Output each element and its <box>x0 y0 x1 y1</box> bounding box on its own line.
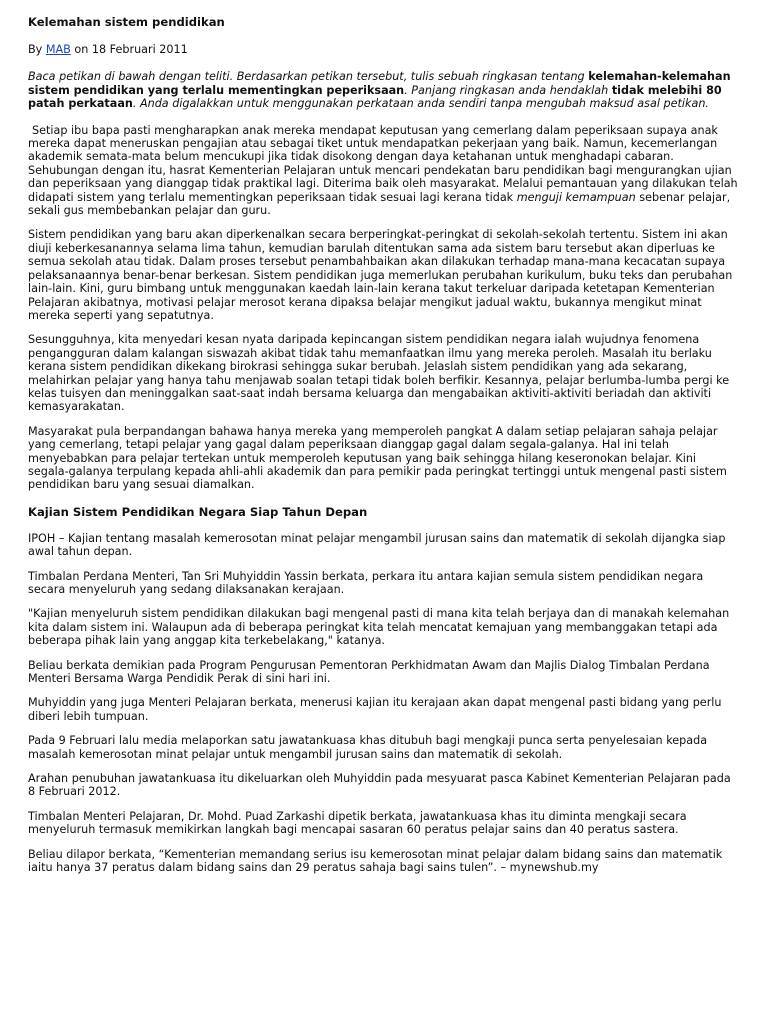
news-paragraph: Muhyiddin yang juga Menteri Pelajaran berkata, menerusi kajian itu kerajaan akan dapat mengenal pasti bidang yang perlu diberi lebih tumpuan. <box>28 696 722 723</box>
news-paragraph: Timbalan Perdana Menteri, Tan Sri Muhyiddin Yassin berkata, perkara itu antara kajian semula sistem pendidikan negara secara menyeluruh yang sedang dilaksanakan kerajaan. <box>28 569 704 596</box>
intro-bold-limit: tidak melebihi 80 patah perkataan <box>28 83 722 111</box>
news-paragraph: Pada 9 Februari lalu media melaporkan satu jawatankuasa khas ditubuh bagi mengkaji punca serta penyelesaian kepada masalah kemerosotan minat pelajar untuk mengambil jurusan sains dan matematik di sekolah. <box>28 734 708 761</box>
intro-text-1: Baca petikan di bawah dengan teliti. Berdasarkan petikan tersebut, tulis sebuah ringkasan tentang <box>28 70 589 84</box>
intro-text-3: . Anda digalakkan untuk menggunakan perkataan anda sendiri tanpa mengubah maksud asal petikan. <box>132 97 709 111</box>
article-paragraph-1 <box>28 124 738 218</box>
article-paragraph-4: Masyarakat pula berpandangan bahawa hanya mereka yang memperoleh pangkat A dalam setiap pelajaran sahaja pelajar yang cemerlang, tetapi pelajar yang gagal dalam peperiksaan dianggap gagal dalam segala-galanya. Hal ini telah menyebabkan para pelajar tertekan untuk memperoleh keputusan yang baik sehingga hilang keseronokan belajar. Kini segala-galanya terpulang kepada ahli-ahli akademik dan para pemikir pada peringkat tertinggi untuk mengenal pasti sistem pendidikan baru yang sesuai diamalkan. <box>28 424 727 492</box>
byline-date: on 18 Februari 2011 <box>70 43 188 56</box>
intro-bold-topic: kelemahan-kelemahan sistem pendidikan yang terlalu mementingkan peperiksaan <box>28 70 731 97</box>
news-paragraph: Beliau dilapor berkata, “Kementerian memandang serius isu kemerosotan minat pelajar dalam bidang sains dan matematik iaitu hanya 37 peratus dalam bidang sains dan 29 peratus sahaja bagi sains tulen”. – mynewshub.my <box>28 847 723 875</box>
byline-prefix: By <box>28 43 46 56</box>
article-paragraph-3: Sesungguhnya, kita menyedari kesan nyata daripada kepincangan sistem pendidikan negara ialah wujudnya fenomena pengangguran dalam kalangan siswazah akibat tidak tahu memanfaatkan ilmu yang mereka peroleh. Masalah itu berlaku kerana sistem pendidikan dikekang birokrasi sehingga sukar berubah. Jelaslah sistem pendidikan yang ada sekarang, melahirkan pelajar yang hanya tahu menjawab soalan tetapi tidak boleh berfikir. Kesannya, pelajar berlumba-lumba pergi ke kelas tuisyen dan meninggalkan saat-saat indah bersama keluarga dan mengabaikan aktiviti-aktiviti beriadah dan aktiviti kemasyarakatan. <box>28 333 730 414</box>
article-title: Kelemahan sistem pendidikan <box>28 15 225 29</box>
news-heading: Kajian Sistem Pendidikan Negara Siap Tahun Depan <box>28 504 368 519</box>
instructions-paragraph <box>28 70 738 110</box>
intro-text-2: . Panjang ringkasan anda hendaklah <box>404 83 612 97</box>
news-paragraph: Arahan penubuhan jawatankuasa itu dikeluarkan oleh Muhyiddin pada mesyuarat pasca Kabinet Kementerian Pelajaran pada 8 Februari 2012. <box>28 772 731 799</box>
article-paragraph-2: Sistem pendidikan yang baru akan diperkenalkan secara berperingkat-peringkat di sekolah-sekolah tertentu. Sistem ini akan diuji keberkesanannya selama lima tahun, kemudian barulah ditentukan sama ada sistem baru tersebut akan diperluas ke semua sekolah atau tidak. Dalam proses tersebut penambahbaikan akan dilakukan terhadap mana-mana kecacatan supaya pelaksanaannya benar-benar berkesan. Sistem pendidikan juga memerlukan perubahan kurikulum, buku teks dan perubahan lain-lain. Kini, guru bimbang untuk menggunakan kaedah lain-lain kerana takut terkeluar daripada ketetapan Kementerian Pelajaran akibatnya, motivasi pelajar merosot kerana dipaksa belajar mengikut jadual waktu, bukannya mengikut minat mereka seperti yang sepatutnya. <box>28 228 733 322</box>
byline <box>28 43 738 56</box>
news-paragraph: Timbalan Menteri Pelajaran, Dr. Mohd. Puad Zarkashi dipetik berkata, jawatankuasa khas itu diminta mengkaji secara menyeluruh termasuk memikirkan langkah bagi mencapai sasaran 60 peratus pelajar sains dan 40 peratus sastera. <box>28 809 687 837</box>
news-paragraph: IPOH – Kajian tentang masalah kemerosotan minat pelajar mengambil jurusan sains dan matematik di sekolah dijangka siap awal tahun depan. <box>28 531 726 559</box>
paragraph-1-italic: menguji kemampuan <box>516 190 636 204</box>
news-paragraph: Beliau berkata demikian pada Program Pengurusan Pementoran Perkhidmatan Awam dan Majlis Dialog Timbalan Perdana Menteri Bersama Warga Pendidik Perak di sini hari ini. <box>28 658 710 686</box>
paragraph-1-end: sebenar pelajar, sekali gus membebankan pelajar dan guru. <box>28 190 731 218</box>
paragraph-1-text: Setiap ibu bapa pasti mengharapkan anak mereka mendapat keputusan yang cemerlang dalam peperiksaan supaya anak mereka dapat meneruskan pengajian atau sebagai tiket untuk mendapatkan pekerjaan yang baik. Namun, kecemerlangan akademik semata-mata belum mencukupi jika tidak disokong dengan daya ketahanan untuk menghadapi cabaran. Sehubungan dengan itu, hasrat Kementerian Pelajaran untuk mencari pendekatan baru pendidikan bagi mengurangkan ujian dan peperiksaan yang dianggap tidak praktikal lagi. Diterima baik oleh masyarakat. Melalui pemantauan yang dilakukan telah didapati sistem yang terlalu mementingkan peperiksaan tidak sesuai lagi kerana tidak <box>28 123 738 204</box>
author-link[interactable]: MAB <box>45 43 71 56</box>
news-paragraph: "Kajian menyeluruh sistem pendidikan dilakukan bagi mengenal pasti di mana kita telah berjaya dan di manakah kelemahan kita dalam sistem ini. Walaupun ada di beberapa peringkat kita telah mencatat kemajuan yang membanggakan tetapi ada beberapa pihak lain yang anggap kita terkebelakang," katanya. <box>28 607 730 648</box>
